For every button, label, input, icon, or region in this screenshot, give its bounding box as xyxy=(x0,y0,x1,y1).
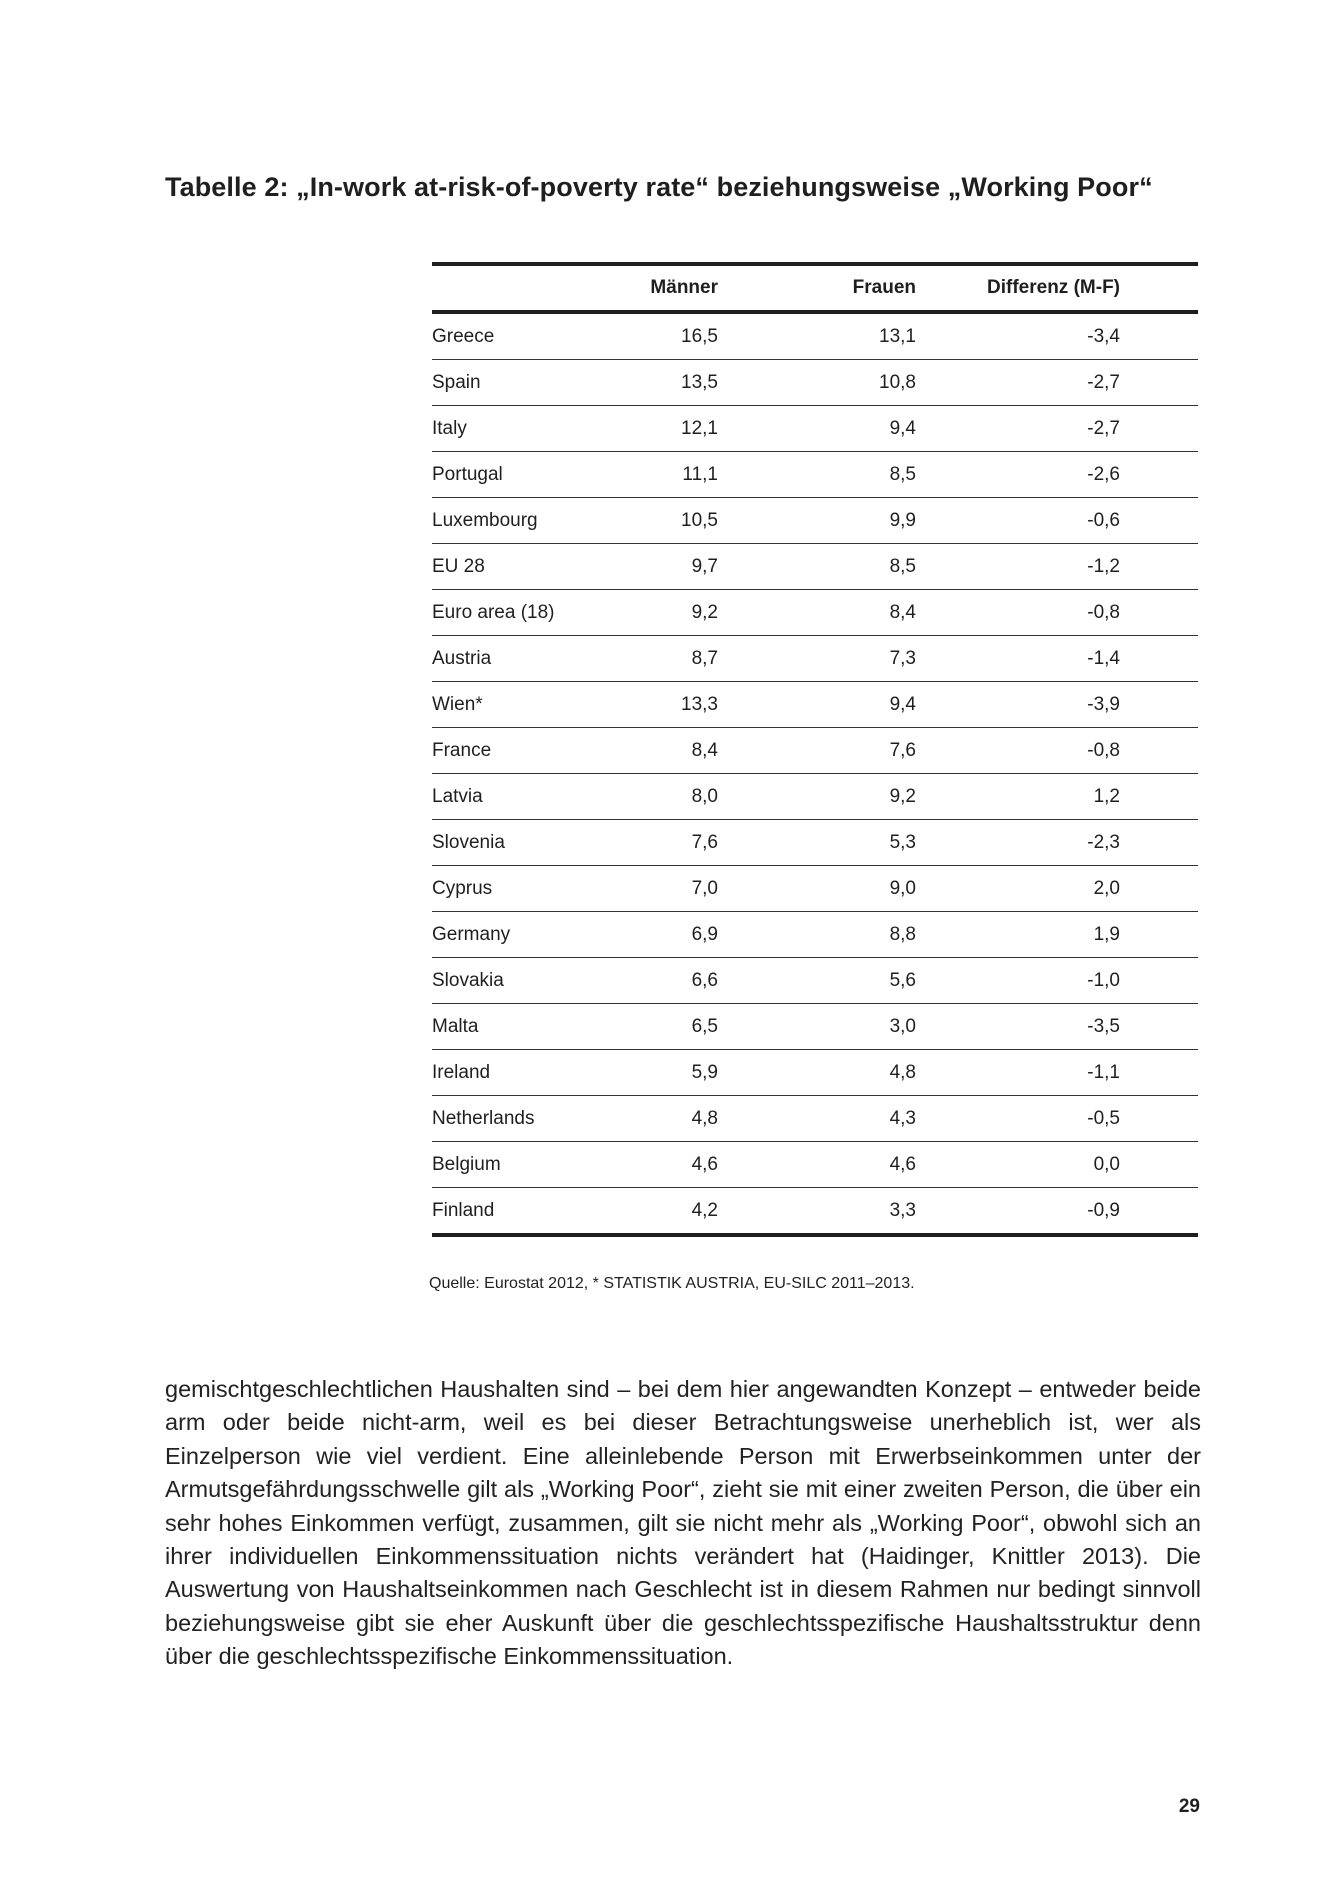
cell-differenz: 0,0 xyxy=(916,1142,1120,1188)
cell-differenz: -3,5 xyxy=(916,1004,1120,1050)
cell-country: Ireland xyxy=(432,1050,582,1096)
cell-differenz: -1,0 xyxy=(916,958,1120,1004)
cell-country: Portugal xyxy=(432,452,582,498)
cell-spacer xyxy=(1120,360,1198,406)
cell-frauen: 3,0 xyxy=(718,1004,916,1050)
cell-differenz: -2,3 xyxy=(916,820,1120,866)
cell-frauen: 5,6 xyxy=(718,958,916,1004)
cell-spacer xyxy=(1120,1050,1198,1096)
cell-differenz: -3,4 xyxy=(916,312,1120,360)
cell-maenner: 4,2 xyxy=(691,1199,718,1221)
cell-frauen: 5,3 xyxy=(718,820,916,866)
cell-country: Wien* xyxy=(432,682,582,728)
table-row xyxy=(432,590,1198,636)
table-row xyxy=(432,636,1198,682)
cell-differenz: -1,2 xyxy=(916,544,1120,590)
header-spacer xyxy=(1120,264,1198,312)
cell-country: EU 28 xyxy=(432,544,582,590)
cell-maenner: 6,9 xyxy=(582,912,718,958)
table-row xyxy=(432,912,1198,958)
cell-differenz: -0,9 xyxy=(1087,1199,1120,1221)
table-row xyxy=(432,1096,1198,1142)
cell-spacer xyxy=(1120,636,1198,682)
cell-maenner: 5,9 xyxy=(582,1050,718,1096)
cell-spacer xyxy=(1120,452,1198,498)
cell-spacer xyxy=(1120,866,1198,912)
cell-differenz: -0,8 xyxy=(916,590,1120,636)
cell-spacer xyxy=(1120,544,1198,590)
table-row xyxy=(432,1142,1198,1188)
cell-frauen: 9,9 xyxy=(718,498,916,544)
body-paragraph: gemischtgeschlechtlichen Haushalten sind – bei dem hier angewandten Konzept – entweder beide arm oder beide nicht-arm, weil es bei dieser Betrachtungsweise unerheblich ist, wer als Einzelperson wie viel verdient. Eine alleinlebende Person mit Erwerbseinkommen unter der Armutsgefährdungsschwelle gilt als „Working Poor“, zieht sie mit einer zweiten Person, die über ein sehr hohes Einkommen verfügt, zusammen, gilt sie nicht mehr als „Working Poor“, obwohl sich an ihrer individuellen Einkommenssituation nichts verändert hat (Haidinger, Knittler 2013). Die Auswertung von Haushaltseinkommen nach Geschlecht ist in diesem Rahmen nur bedingt sinnvoll beziehungsweise gibt sie eher Auskunft über die geschlechtsspezifische Haushaltsstruktur denn über die geschlechtsspezifische Einkommenssituation. xyxy=(165,1376,1201,1670)
cell-frauen: 4,8 xyxy=(718,1050,916,1096)
cell-country: Cyprus xyxy=(432,866,582,912)
cell-country: Austria xyxy=(432,636,582,682)
cell-country: Italy xyxy=(432,406,582,452)
cell-differenz: -0,6 xyxy=(916,498,1120,544)
cell-maenner: 8,4 xyxy=(582,728,718,774)
cell-maenner: 9,2 xyxy=(582,590,718,636)
table-row xyxy=(432,498,1198,544)
table-row xyxy=(432,1050,1198,1096)
cell-country: Spain xyxy=(432,360,582,406)
cell-spacer xyxy=(1120,728,1198,774)
cell-frauen: 8,5 xyxy=(718,544,916,590)
cell-country: Slovenia xyxy=(432,820,582,866)
cell-spacer xyxy=(1120,312,1198,360)
cell-maenner: 9,7 xyxy=(582,544,718,590)
cell-country: Germany xyxy=(432,912,582,958)
source-note: Quelle: Eurostat 2012, * STATISTIK AUSTRIA, EU-SILC 2011–2013. xyxy=(429,1275,915,1292)
page-number: 29 xyxy=(1178,1796,1200,1817)
header-frauen: Frauen xyxy=(718,264,916,312)
cell-maenner: 13,5 xyxy=(582,360,718,406)
working-poor-table xyxy=(432,262,1198,1237)
cell-spacer xyxy=(1120,590,1198,636)
cell-differenz: -0,5 xyxy=(916,1096,1120,1142)
cell-country: Latvia xyxy=(432,774,582,820)
table-row xyxy=(432,1188,1198,1236)
cell-spacer xyxy=(1120,1142,1198,1188)
cell-frauen: 4,3 xyxy=(718,1096,916,1142)
cell-differenz: -2,7 xyxy=(916,360,1120,406)
cell-frauen: 7,3 xyxy=(718,636,916,682)
cell-frauen: 10,8 xyxy=(718,360,916,406)
table-row xyxy=(432,958,1198,1004)
cell-frauen: 9,0 xyxy=(718,866,916,912)
table-header-row xyxy=(432,264,1198,312)
cell-frauen: 8,5 xyxy=(718,452,916,498)
cell-maenner: 10,5 xyxy=(582,498,718,544)
table-row xyxy=(432,544,1198,590)
cell-spacer xyxy=(1120,912,1198,958)
table-body xyxy=(432,312,1198,1235)
cell-country: Slovakia xyxy=(432,958,582,1004)
cell-country: Malta xyxy=(432,1004,582,1050)
header-maenner: Männer xyxy=(582,264,718,312)
cell-country: France xyxy=(432,728,582,774)
cell-frauen: 7,6 xyxy=(718,728,916,774)
cell-maenner: 8,0 xyxy=(582,774,718,820)
cell-differenz: -1,4 xyxy=(916,636,1120,682)
table-row xyxy=(432,774,1198,820)
table-row xyxy=(432,406,1198,452)
header-country xyxy=(432,264,582,312)
cell-spacer xyxy=(1120,406,1198,452)
cell-maenner: 11,1 xyxy=(582,452,718,498)
cell-maenner: 13,3 xyxy=(582,682,718,728)
cell-country: Netherlands xyxy=(432,1096,582,1142)
cell-frauen: 13,1 xyxy=(718,312,916,360)
cell-frauen: 3,3 xyxy=(889,1199,916,1221)
cell-frauen: 9,4 xyxy=(718,406,916,452)
table-row xyxy=(432,820,1198,866)
cell-spacer xyxy=(1120,774,1198,820)
cell-spacer xyxy=(1120,1096,1198,1142)
cell-maenner: 8,7 xyxy=(582,636,718,682)
cell-maenner: 6,5 xyxy=(582,1004,718,1050)
cell-differenz: 1,2 xyxy=(916,774,1120,820)
cell-maenner: 7,6 xyxy=(582,820,718,866)
cell-differenz: 1,9 xyxy=(916,912,1120,958)
cell-country: Euro area (18) xyxy=(432,590,582,636)
cell-maenner: 6,6 xyxy=(582,958,718,1004)
header-differenz: Differenz (M-F) xyxy=(916,264,1120,312)
cell-maenner: 12,1 xyxy=(582,406,718,452)
cell-country: Belgium xyxy=(432,1142,582,1188)
cell-spacer xyxy=(1120,958,1198,1004)
cell-differenz: -1,1 xyxy=(916,1050,1120,1096)
table-row xyxy=(432,452,1198,498)
data-table-container xyxy=(432,262,1198,1237)
cell-differenz: 2,0 xyxy=(916,866,1120,912)
table-row xyxy=(432,728,1198,774)
cell-spacer xyxy=(1120,682,1198,728)
cell-differenz: -2,7 xyxy=(916,406,1120,452)
cell-spacer xyxy=(1120,1188,1198,1236)
cell-frauen: 8,8 xyxy=(718,912,916,958)
cell-differenz: -2,6 xyxy=(916,452,1120,498)
cell-spacer xyxy=(1120,1004,1198,1050)
table-row xyxy=(432,312,1198,360)
cell-maenner: 16,5 xyxy=(582,312,718,360)
table-title: Tabelle 2: „In-work at-risk-of-poverty rate“ beziehungsweise „Working Poor“ xyxy=(165,172,1153,202)
cell-differenz: -0,8 xyxy=(916,728,1120,774)
cell-frauen: 8,4 xyxy=(718,590,916,636)
cell-spacer xyxy=(1120,498,1198,544)
cell-maenner: 7,0 xyxy=(582,866,718,912)
cell-frauen: 9,4 xyxy=(718,682,916,728)
cell-differenz: -3,9 xyxy=(916,682,1120,728)
cell-country: Luxembourg xyxy=(432,498,582,544)
table-row xyxy=(432,866,1198,912)
cell-maenner: 4,6 xyxy=(582,1142,718,1188)
table-row xyxy=(432,682,1198,728)
table-row xyxy=(432,1004,1198,1050)
table-row xyxy=(432,360,1198,406)
cell-country: Greece xyxy=(432,312,582,360)
cell-frauen: 9,2 xyxy=(718,774,916,820)
cell-maenner: 4,8 xyxy=(582,1096,718,1142)
cell-frauen: 4,6 xyxy=(718,1142,916,1188)
cell-spacer xyxy=(1120,820,1198,866)
cell-country: Finland xyxy=(432,1199,495,1221)
